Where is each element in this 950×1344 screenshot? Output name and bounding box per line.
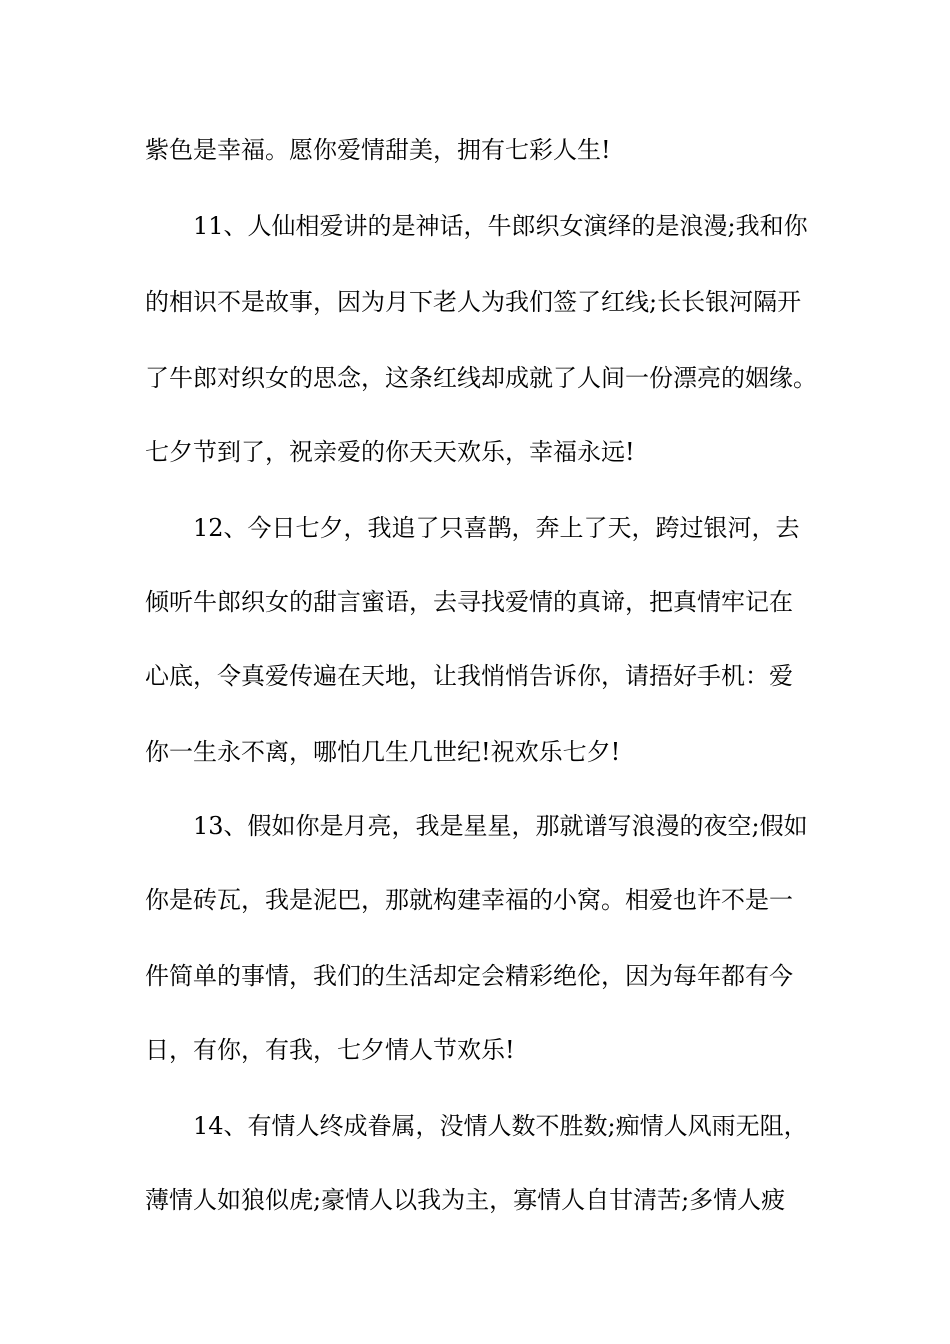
text-line: 14、有情人终成眷属，没情人数不胜数;痴情人风雨无阻，: [193, 1112, 808, 1140]
text-line: 你是砖瓦，我是泥巴，那就构建幸福的小窝。相爱也许不是一: [145, 886, 793, 914]
text-line: 紫色是幸福。愿你爱情甜美，拥有七彩人生!: [145, 136, 611, 164]
text-line: 的相识不是故事，因为月下老人为我们签了红线;长长银河隔开: [145, 288, 802, 316]
text-line: 日，有你，有我，七夕情人节欢乐!: [145, 1036, 515, 1064]
text-line: 11、人仙相爱讲的是神话，牛郎织女演绎的是浪漫;我和你: [193, 212, 808, 240]
text-line: 倾听牛郎织女的甜言蜜语，去寻找爱情的真谛，把真情牢记在: [145, 588, 793, 616]
text-line: 七夕节到了，祝亲爱的你天天欢乐，幸福永远!: [145, 438, 635, 466]
text-line: 薄情人如狼似虎;豪情人以我为主，寡情人自甘清苦;多情人疲: [145, 1186, 786, 1214]
text-line: 13、假如你是月亮，我是星星，那就谱写浪漫的夜空;假如: [193, 812, 808, 840]
text-line: 件简单的事情，我们的生活却定会精彩绝伦，因为每年都有今: [145, 962, 793, 990]
text-line: 心底，令真爱传遍在天地，让我悄悄告诉你，请捂好手机：爱: [145, 662, 793, 690]
text-line: 12、今日七夕，我追了只喜鹊，奔上了天，跨过银河，去: [193, 514, 800, 542]
text-line: 了牛郎对织女的思念，这条红线却成就了人间一份漂亮的姻缘。: [145, 364, 817, 392]
text-line: 你一生永不离，哪怕几生几世纪!祝欢乐七夕!: [145, 738, 621, 766]
